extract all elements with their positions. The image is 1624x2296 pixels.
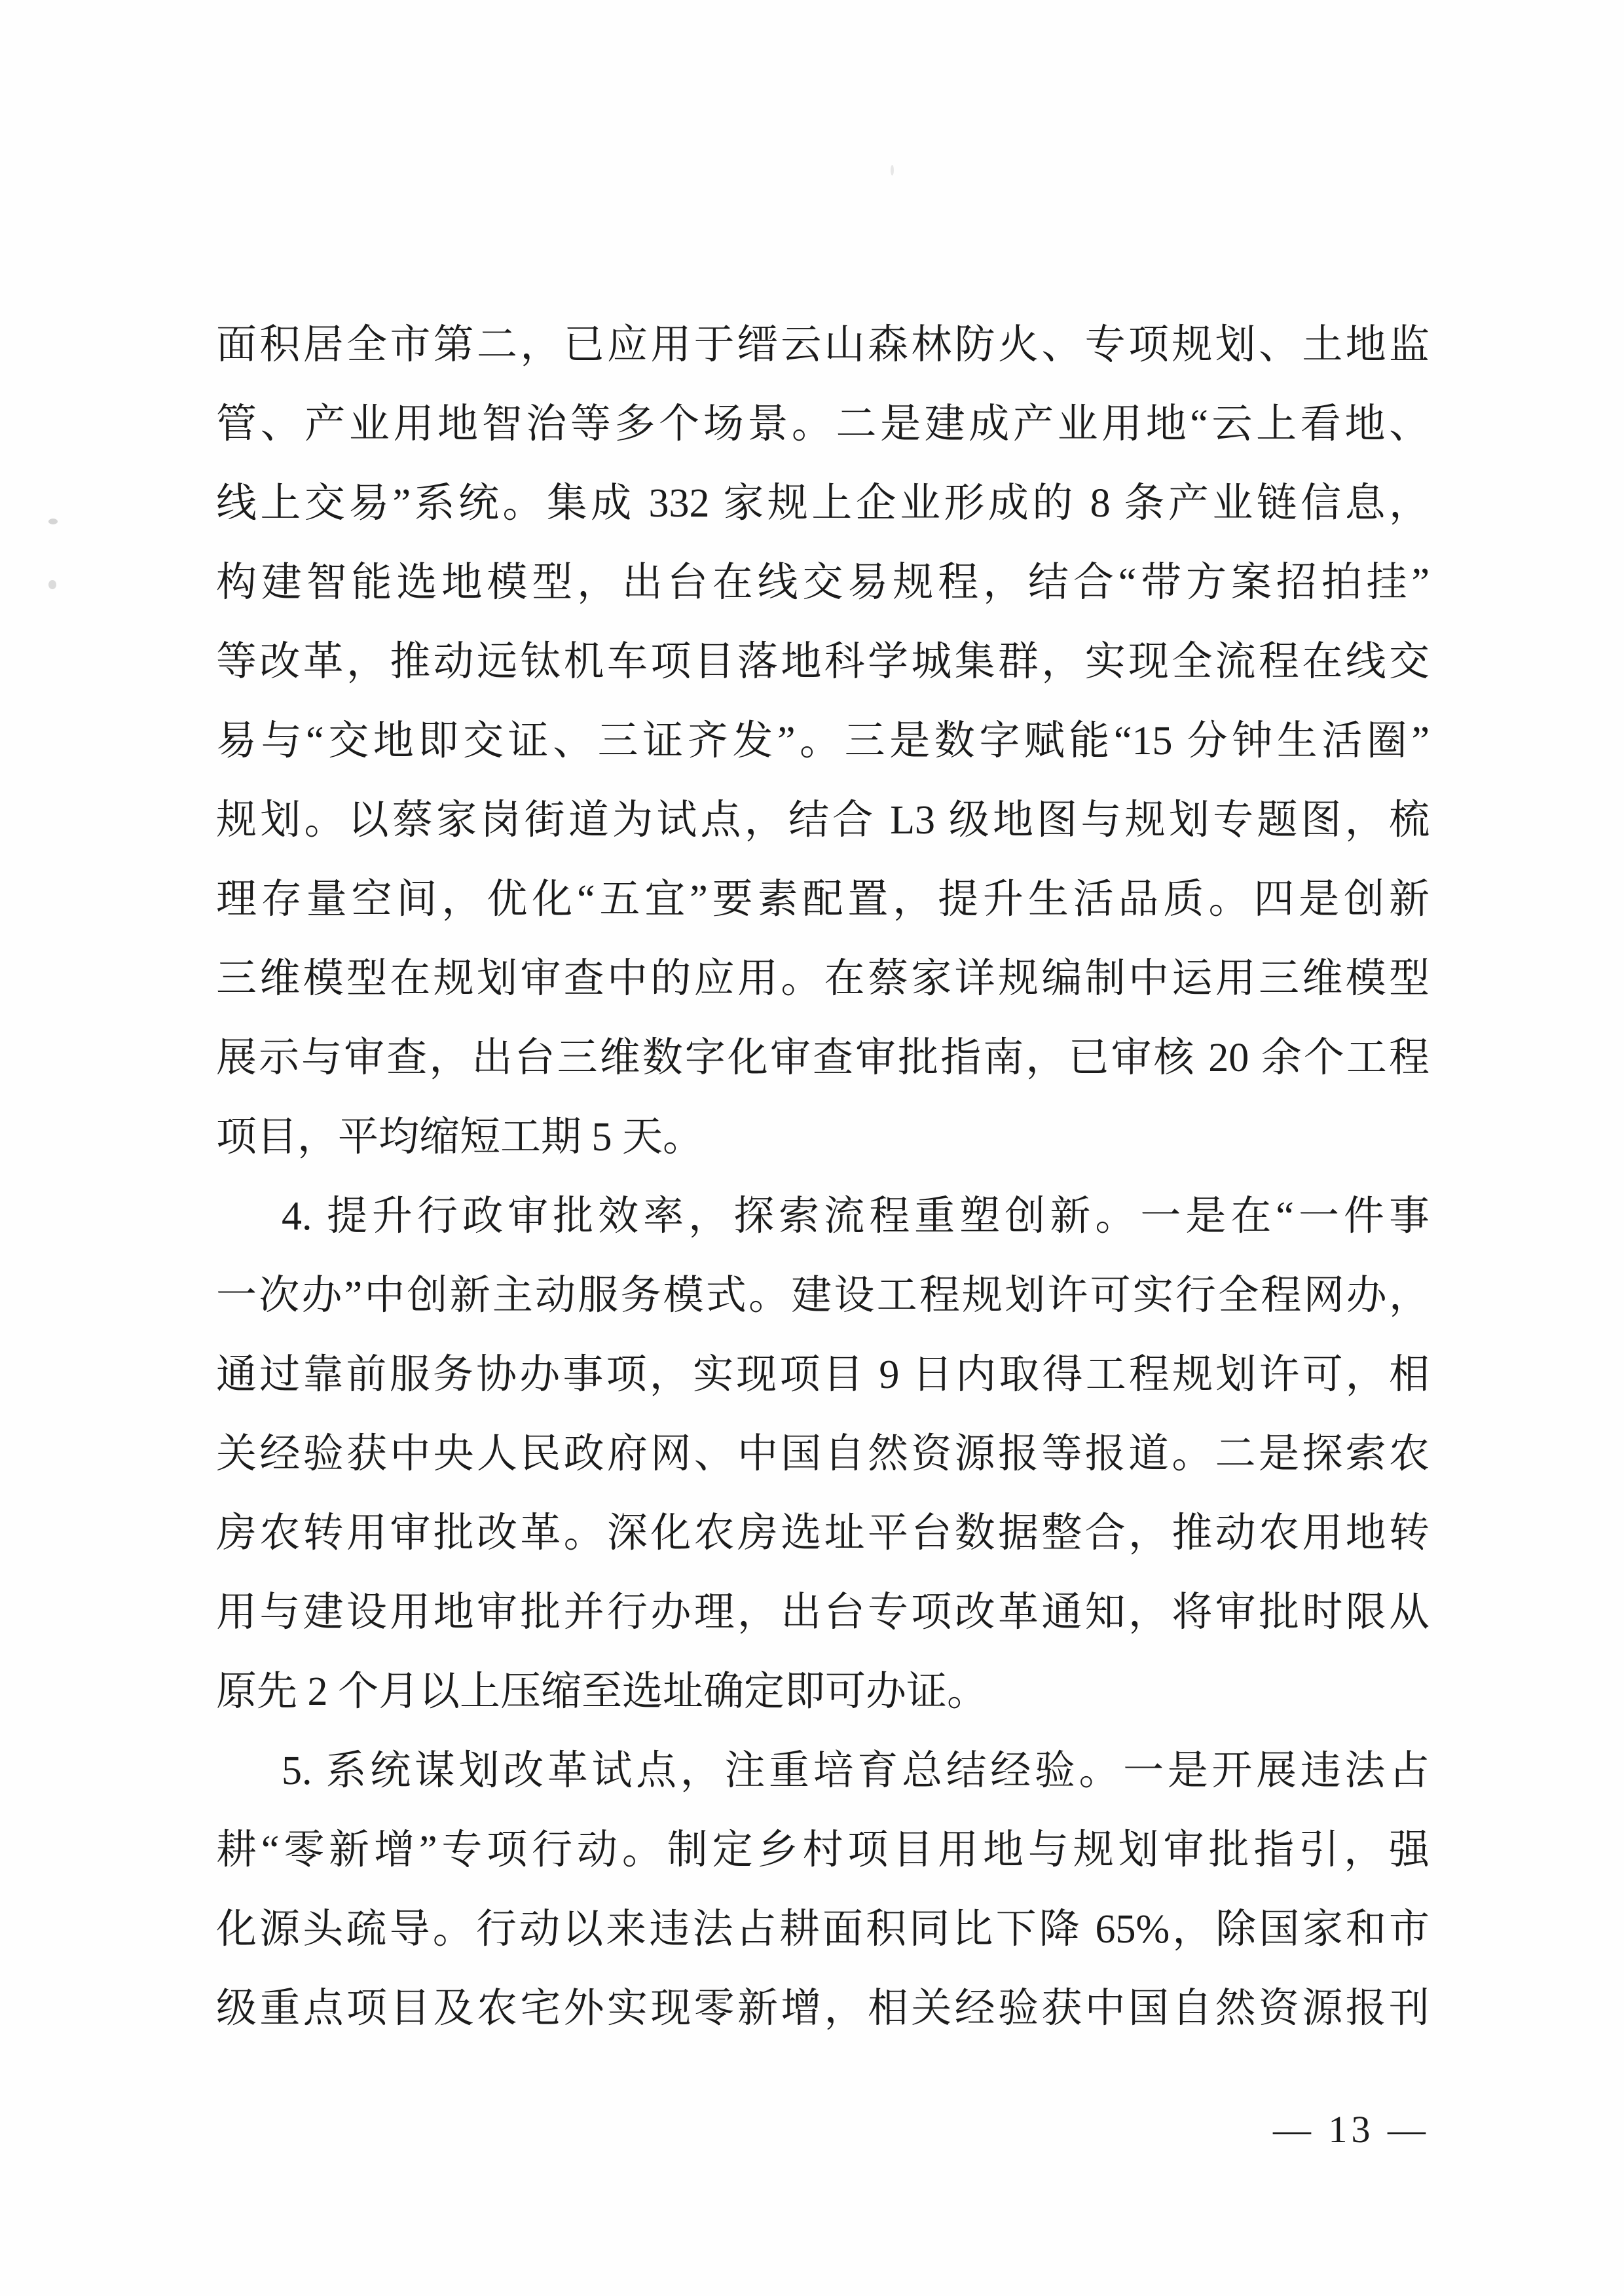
text-line: 面积居全市第二，已应用于缙云山森林防火、专项规划、土地监: [216, 323, 1430, 367]
text-line: 三维模型在规划审查中的应用。在蔡家详规编制中运用三维模型: [216, 957, 1430, 1001]
text-line: 项目，平均缩短工期 5 天。: [216, 1115, 704, 1159]
text-line: 构建智能选地模型，出台在线交易规程，结合“带方案招拍挂”: [216, 560, 1430, 605]
text-line: 规划。以蔡家岗街道为试点，结合 L3 级地图与规划专题图，梳: [216, 798, 1430, 843]
document-body: [216, 306, 1430, 2049]
text-line: 原先 2 个月以上压缩至选址确定即可办证。: [216, 1669, 988, 1714]
text-line: 一次办”中创新主动服务模式。建设工程规划许可实行全程网办，: [216, 1273, 1430, 1318]
text-line: 关经验获中央人民政府网、中国自然资源报等报道。二是探索农: [216, 1432, 1430, 1476]
scan-artifact: [48, 519, 58, 524]
text-line: 用与建设用地审批并行办理，出台专项改革通知，将审批时限从: [216, 1590, 1430, 1635]
scan-artifact: [891, 165, 894, 175]
text-line: 耕“零新增”专项行动。制定乡村项目用地与规划审批指引，强: [216, 1828, 1430, 1872]
text-line: 线上交易”系统。集成 332 家规上企业形成的 8 条产业链信息，: [216, 481, 1430, 526]
text-line: 化源头疏导。行动以来违法占耕面积同比下降 65%，除国家和市: [216, 1907, 1430, 1952]
text-line: 通过靠前服务协办事项，实现项目 9 日内取得工程规划许可，相: [216, 1353, 1430, 1397]
text-line: 展示与审查，出台三维数字化审查审批指南，已审核 20 余个工程: [216, 1036, 1430, 1080]
text-line: 级重点项目及农宅外实现零新增，相关经验获中国自然资源报刊: [216, 1986, 1430, 2031]
scan-artifact: [48, 580, 56, 589]
text-line: 等改革，推动远钛机车项目落地科学城集群，实现全流程在线交: [216, 640, 1430, 684]
text-line: 房农转用审批改革。深化农房选址平台数据整合，推动农用地转: [216, 1511, 1430, 1556]
paragraph-5-start-line: 5. 系统谋划改革试点，注重培育总结经验。一是开展违法占: [282, 1749, 1430, 1793]
text-line: 易与“交地即交证、三证齐发”。三是数字赋能“15 分钟生活圈”: [216, 719, 1430, 763]
paragraph-4-start-line: 4. 提升行政审批效率，探索流程重塑创新。一是在“一件事: [282, 1194, 1430, 1239]
text-line: 管、产业用地智治等多个场景。二是建成产业用地“云上看地、: [216, 402, 1430, 446]
page-number: — 13 —: [1273, 2108, 1430, 2151]
text-line: 理存量空间，优化“五宜”要素配置，提升生活品质。四是创新: [216, 877, 1430, 922]
